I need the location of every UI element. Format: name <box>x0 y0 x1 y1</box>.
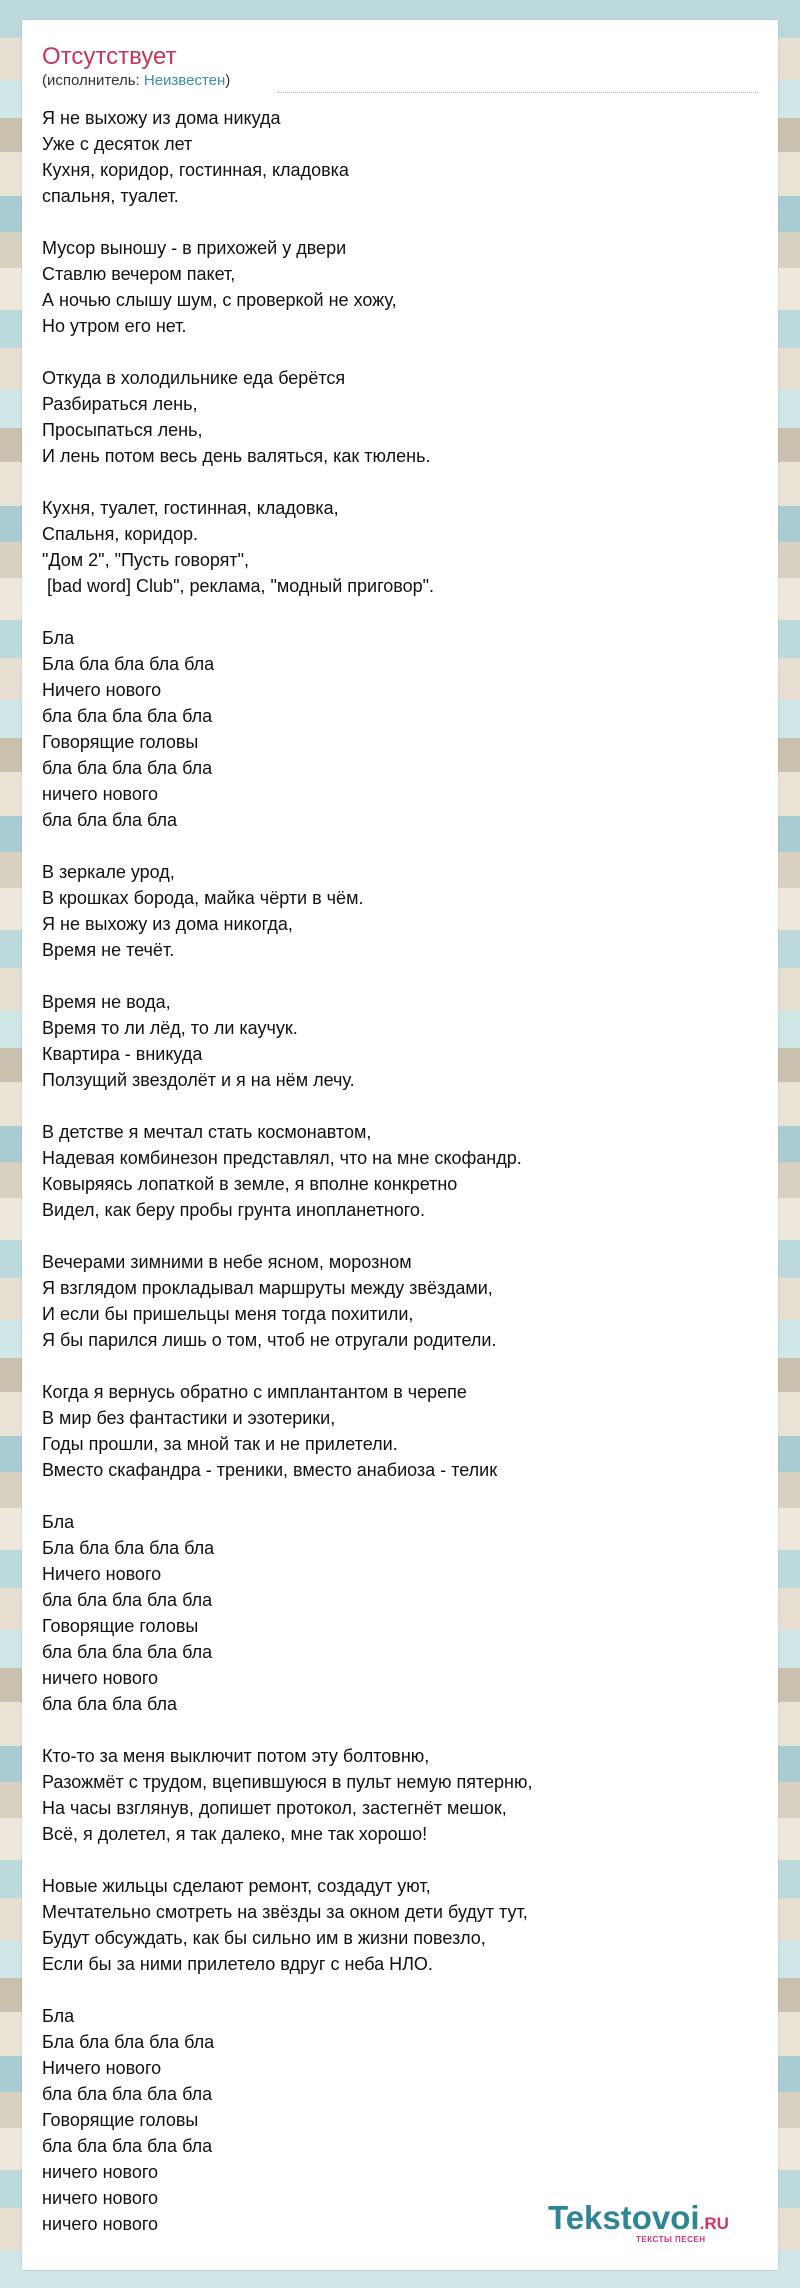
lyric-line: бла бла бла бла <box>42 1694 178 1714</box>
lyric-line: И лень потом весь день валяться, как тюлень. <box>42 446 431 466</box>
performer-link[interactable]: Неизвестен <box>143 72 226 89</box>
stanza <box>42 105 762 209</box>
lyric-line: Спальня, коридор. <box>42 524 199 544</box>
stanza <box>42 1873 762 1977</box>
logo-main-text: Tekstovoi <box>548 2199 700 2236</box>
lyric-line: бла бла бла бла бла <box>42 2084 213 2104</box>
lyrics-text <box>42 105 762 2263</box>
lyric-line: бла бла бла бла бла <box>42 1642 213 1662</box>
lyric-line: Если бы за ними прилетело вдруг с неба НЛО. <box>42 1954 433 1974</box>
lyric-line: Вечерами зимними в небе ясном, морозном <box>42 1252 412 1272</box>
lyric-line: Я не выхожу из дома никогда, <box>42 914 293 934</box>
lyric-line: Бла <box>42 2006 75 2026</box>
lyric-line: Говорящие головы <box>42 2110 199 2130</box>
lyric-line: Всё, я долетел, я так далеко, мне так хорошо! <box>42 1824 428 1844</box>
logo-tagline: ТЕКСТЫ ПЕСЕН <box>636 2235 706 2244</box>
lyric-line: Ничего нового <box>42 1564 162 1584</box>
stanza <box>42 1379 762 1483</box>
lyric-line: И если бы пришельцы меня тогда похитили, <box>42 1304 414 1324</box>
lyric-line: Мусор выношу - в прихожей у двери <box>42 238 347 258</box>
lyric-line: Ковыряясь лопаткой в земле, я вполне конкретно <box>42 1174 458 1194</box>
lyric-line: Уже с десяток лет <box>42 134 193 154</box>
lyric-line: спальня, туалет. <box>42 186 179 206</box>
lyric-line: [bad word] Club", реклама, "модный приговор". <box>42 576 435 596</box>
lyric-line: А ночью слышу шум, с проверкой не хожу, <box>42 290 397 310</box>
lyric-line: бла бла бла бла бла <box>42 1590 213 1610</box>
lyric-line: Но утром его нет. <box>42 316 187 336</box>
lyric-line: Новые жильцы сделают ремонт, создадут уют, <box>42 1876 431 1896</box>
lyric-line: бла бла бла бла бла <box>42 706 213 726</box>
lyric-line: Ничего нового <box>42 2058 162 2078</box>
lyric-line: бла бла бла бла бла <box>42 2136 213 2156</box>
stanza <box>42 365 762 469</box>
lyric-line: ничего нового <box>42 2162 159 2182</box>
lyric-line: Вместо скафандра - треники, вместо анабиоза - телик <box>42 1460 498 1480</box>
performer-prefix: (исполнитель: <box>42 72 144 89</box>
lyric-line: Мечтательно смотреть на звёзды за окном дети будут тут, <box>42 1902 528 1922</box>
lyric-line: ничего нового <box>42 1668 159 1688</box>
lyric-line: Откуда в холодильнике еда берётся <box>42 368 346 388</box>
header-divider <box>277 92 758 93</box>
lyric-line: Время то ли лёд, то ли каучук. <box>42 1018 298 1038</box>
lyric-line: Когда я вернусь обратно с имплантантом в черепе <box>42 1382 467 1402</box>
lyric-line: Я не выхожу из дома никуда <box>42 108 281 128</box>
lyric-line: Время не вода, <box>42 992 171 1012</box>
lyric-line: В крошках борода, майка чёрти в чём. <box>42 888 364 908</box>
stanza <box>42 1743 762 1847</box>
lyric-line: Разожмёт с трудом, вцепившуюся в пульт немую пятерню, <box>42 1772 533 1792</box>
lyric-line: Говорящие головы <box>42 1616 199 1636</box>
lyric-line: Я бы парился лишь о том, чтоб не отругали родители. <box>42 1330 497 1350</box>
lyric-line: Ничего нового <box>42 680 162 700</box>
logo-tld: .RU <box>699 2214 729 2233</box>
lyric-line: ничего нового <box>42 784 159 804</box>
lyric-line: ничего нового <box>42 2214 159 2234</box>
lyric-line: Разбираться лень, <box>42 394 198 414</box>
stanza <box>42 859 762 963</box>
lyric-line: Я взглядом прокладывал маршруты между звёздами, <box>42 1278 493 1298</box>
lyric-line: На часы взглянув, допишет протокол, застегнёт мешок, <box>42 1798 507 1818</box>
lyric-line: Время не течёт. <box>42 940 175 960</box>
stanza <box>42 495 762 599</box>
lyrics-page <box>22 20 778 2270</box>
stanza <box>42 1119 762 1223</box>
lyric-line: В зеркале урод, <box>42 862 175 882</box>
lyric-line: Бла <box>42 628 75 648</box>
lyric-line: В детстве я мечтал стать космонавтом, <box>42 1122 372 1142</box>
lyric-line: Бла <box>42 1512 75 1532</box>
lyric-line: бла бла бла бла <box>42 810 178 830</box>
lyric-line: Бла бла бла бла бла <box>42 654 215 674</box>
lyric-line: Годы прошли, за мной так и не прилетели. <box>42 1434 398 1454</box>
lyric-line: Ставлю вечером пакет, <box>42 264 236 284</box>
lyric-line: ничего нового <box>42 2188 159 2208</box>
lyric-line: Бла бла бла бла бла <box>42 1538 215 1558</box>
lyric-line: бла бла бла бла бла <box>42 758 213 778</box>
lyric-line: Говорящие головы <box>42 732 199 752</box>
lyric-line: Будут обсуждать, как бы сильно им в жизни повезло, <box>42 1928 486 1948</box>
lyric-line: Кухня, туалет, гостинная, кладовка, <box>42 498 339 518</box>
performer-line <box>42 71 230 91</box>
lyric-line: Ползущий звездолёт и я на нём лечу. <box>42 1070 355 1090</box>
lyric-line: Кухня, коридор, гостинная, кладовка <box>42 160 349 180</box>
song-title: Отсутствует <box>42 43 177 70</box>
lyric-line: Надевая комбинезон представлял, что на мне скофандр. <box>42 1148 522 1168</box>
lyric-line: В мир без фантастики и эзотерики, <box>42 1408 336 1428</box>
lyric-line: "Дом 2", "Пусть говорят", <box>42 550 250 570</box>
stanza <box>42 1509 762 1717</box>
site-logo[interactable] <box>548 2199 778 2244</box>
stanza <box>42 625 762 833</box>
performer-suffix: ) <box>225 72 231 89</box>
stanza <box>42 1249 762 1353</box>
stanza <box>42 989 762 1093</box>
stanza <box>42 235 762 339</box>
lyric-line: Просыпаться лень, <box>42 420 203 440</box>
lyric-line: Бла бла бла бла бла <box>42 2032 215 2052</box>
lyric-line: Кто-то за меня выключит потом эту болтовню, <box>42 1746 430 1766</box>
lyric-line: Видел, как беру пробы грунта инопланетного. <box>42 1200 425 1220</box>
lyric-line: Квартира - вникуда <box>42 1044 203 1064</box>
